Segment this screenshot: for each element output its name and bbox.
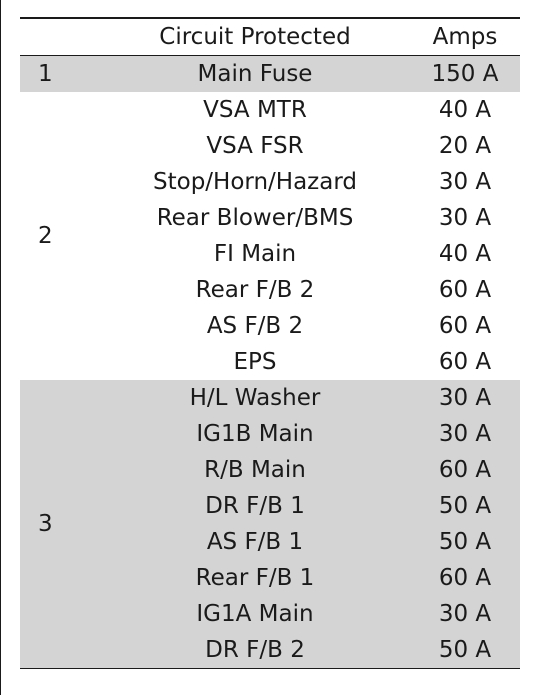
table-row [20, 524, 520, 560]
amps-value: 50 A [438, 637, 492, 663]
amps-value: 40 A [438, 241, 492, 267]
circuit-name: IG1B Main [196, 421, 314, 447]
amps-value: 50 A [438, 529, 492, 555]
circuit-name: Rear F/B 1 [195, 565, 315, 591]
circuit-name: AS F/B 1 [206, 529, 304, 555]
circuit-name: IG1A Main [196, 601, 314, 627]
table-header-row [20, 19, 520, 56]
header-amps: Amps [432, 24, 498, 50]
circuit-name: Rear Blower/BMS [156, 205, 354, 231]
amps-value: 30 A [438, 169, 492, 195]
circuit-name: H/L Washer [189, 385, 321, 411]
table-row [20, 488, 520, 524]
table-row [20, 416, 520, 452]
fuse-group-3 [20, 380, 520, 669]
left-border-line [0, 0, 1, 695]
table-row [20, 128, 520, 164]
circuit-name: Stop/Horn/Hazard [153, 169, 357, 195]
amps-value: 60 A [438, 349, 492, 375]
circuit-name: VSA FSR [206, 133, 304, 159]
amps-value: 30 A [438, 385, 492, 411]
circuit-name: R/B Main [204, 457, 306, 483]
fuse-group-2 [20, 92, 520, 380]
amps-value: 60 A [438, 313, 492, 339]
circuit-name: DR F/B 2 [205, 637, 305, 663]
amps-value: 60 A [438, 457, 492, 483]
header-circuit-protected: Circuit Protected [159, 24, 351, 50]
circuit-name: FI Main [213, 241, 297, 267]
amps-value: 50 A [438, 493, 492, 519]
circuit-name: DR F/B 1 [205, 493, 305, 519]
circuit-name: Main Fuse [197, 61, 313, 87]
circuit-name: VSA MTR [203, 97, 307, 123]
table-row [20, 596, 520, 632]
table-row [20, 164, 520, 200]
amps-value: 30 A [438, 601, 492, 627]
table-row [20, 92, 520, 128]
amps-value: 30 A [438, 205, 492, 231]
amps-value: 60 A [438, 277, 492, 303]
amps-value: 20 A [438, 133, 492, 159]
fuse-group-number: 3 [38, 511, 53, 537]
circuit-name: EPS [233, 349, 277, 375]
table-row [20, 560, 520, 596]
table-row [20, 632, 520, 668]
fuse-group-number: 1 [38, 61, 53, 87]
table-row [20, 272, 520, 308]
table-row [20, 344, 520, 380]
fuse-table [20, 19, 520, 669]
fuse-group-number: 2 [38, 223, 53, 249]
amps-value: 60 A [438, 565, 492, 591]
table-row [20, 308, 520, 344]
amps-value: 150 A [431, 61, 499, 87]
table-row [20, 56, 520, 92]
table-row [20, 452, 520, 488]
table-row [20, 200, 520, 236]
circuit-name: Rear F/B 2 [195, 277, 315, 303]
circuit-name: AS F/B 2 [206, 313, 304, 339]
table-row [20, 236, 520, 272]
table-row [20, 380, 520, 416]
fuse-group-1 [20, 56, 520, 92]
amps-value: 30 A [438, 421, 492, 447]
amps-value: 40 A [438, 97, 492, 123]
